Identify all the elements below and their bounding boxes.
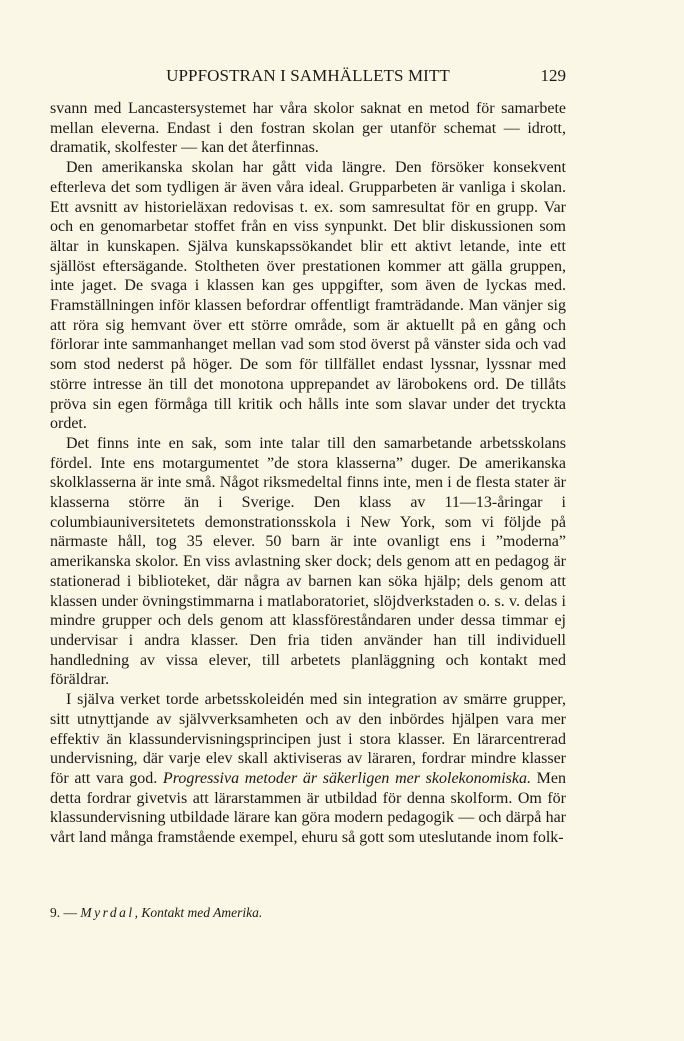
page-number: 129: [540, 66, 566, 85]
footnote-title: Kontakt med Amerika.: [141, 905, 263, 920]
paragraph-4-start: I själva verket torde arbetsskoleidén med sin integration av smärre grupper, sitt utnyttjande av självverksamheten och av den inbördes hjälpen vara mer effektiv än klassundervisningsprincipen just i stora klasser. En lärarcentrerad undervisning, där varje elev skall aktiviseras av läraren, fordrar mindre klasser för att vara god.: [50, 691, 566, 787]
paragraph-4-emphasis: Progressiva metoder är säkerligen mer skolekonomiska.: [162, 769, 531, 787]
paragraph-1: svann med Lancastersystemet har våra skolor saknat en metod för samarbete mellan eleverna. Endast i den fostran skolan ger utanför schemat — idrott, dramatik, skolfester — kan det återfinnas.: [50, 100, 566, 157]
footnote-separator: ,: [134, 905, 142, 920]
footnote: [50, 905, 566, 921]
body-text: [50, 99, 566, 848]
paragraph-4: [50, 690, 566, 848]
paragraph-3: Det finns inte en sak, som inte talar till den samarbetande arbetsskolans fördel. Inte ens motargumentet ”de stora klasserna” duger. De amerikanska skolklasserna är inte små. Något riksmedeltal finns inte, men i de flesta stater är klasserna större än i Sverige. Den klass av 11—13-åringar i columbiauniversitetets demonstrationsskola i New York, som vi följde på närmaste håll, tog 35 elever. 50 barn är inte ovanligt ens i ”moderna” amerikanska skolor. En viss avlastning sker dock; dels genom att en pedagog är stationerad i biblioteket, där några av barnen kan söka hjälp; dels genom att klassen under övningstimmarna i matlaboratoriet, slöjdverkstaden o. s. v. delas i mindre grupper och dels genom att klassföreståndaren under dessa timmar ej undervisar i andra klasser. Den fria tiden använder han till individuell handledning av vissa elever, till arbetets planläggning och kontakt med föräldrar.: [50, 434, 566, 689]
paragraph-4-end: Men detta fordrar givetvis att lärarstammen är utbildad för denna skolform. Om för klassundervisning utbildade lärare kan göra modern pedagogik — och därpå har vårt land många framstående exempel, ehuru så gott som uteslutande inom folk-: [50, 769, 566, 847]
running-head: [50, 66, 566, 86]
running-title: UPPFOSTRAN I SAMHÄLLETS MITT: [166, 66, 450, 85]
paragraph-2: Den amerikanska skolan har gått vida längre. Den försöker konsekvent efterleva det som tydligen är även våra ideal. Grupparbeten är vanliga i skolan. Ett avsnitt av historieläxan redovisas t. ex. som samresultat för en grupp. Var och en genomarbetar stoffet från en viss synpunkt. Det blir diskussionen som ältar in kunskapen. Själva kunskapssökandet blir ett aktivt letande, inte ett själlöst eftersägande. Stoltheten över prestationen kommer att gälla gruppen, inte jaget. De svaga i klassen kan ges uppgifter, som även de lyckas med. Framställningen inför klassen befordrar offentligt framträdande. Man vänjer sig att röra sig hemvant över ett större område, som är aktuellt på en gång och förlorar inte sammanhanget mellan vad som stod överst på vänster sida och vad som stod nederst på höger. De som för tillfället endast lyssnar, lyssnar med större intresse än till det monotona upprepandet av lärobokens ord. De tillåts pröva sin egen förmåga till kritik och hålls inte som slavar under det tryckta ordet.: [50, 159, 566, 433]
footnote-signature: 9. —: [50, 905, 77, 920]
footnote-author: Myrdal: [80, 905, 135, 920]
